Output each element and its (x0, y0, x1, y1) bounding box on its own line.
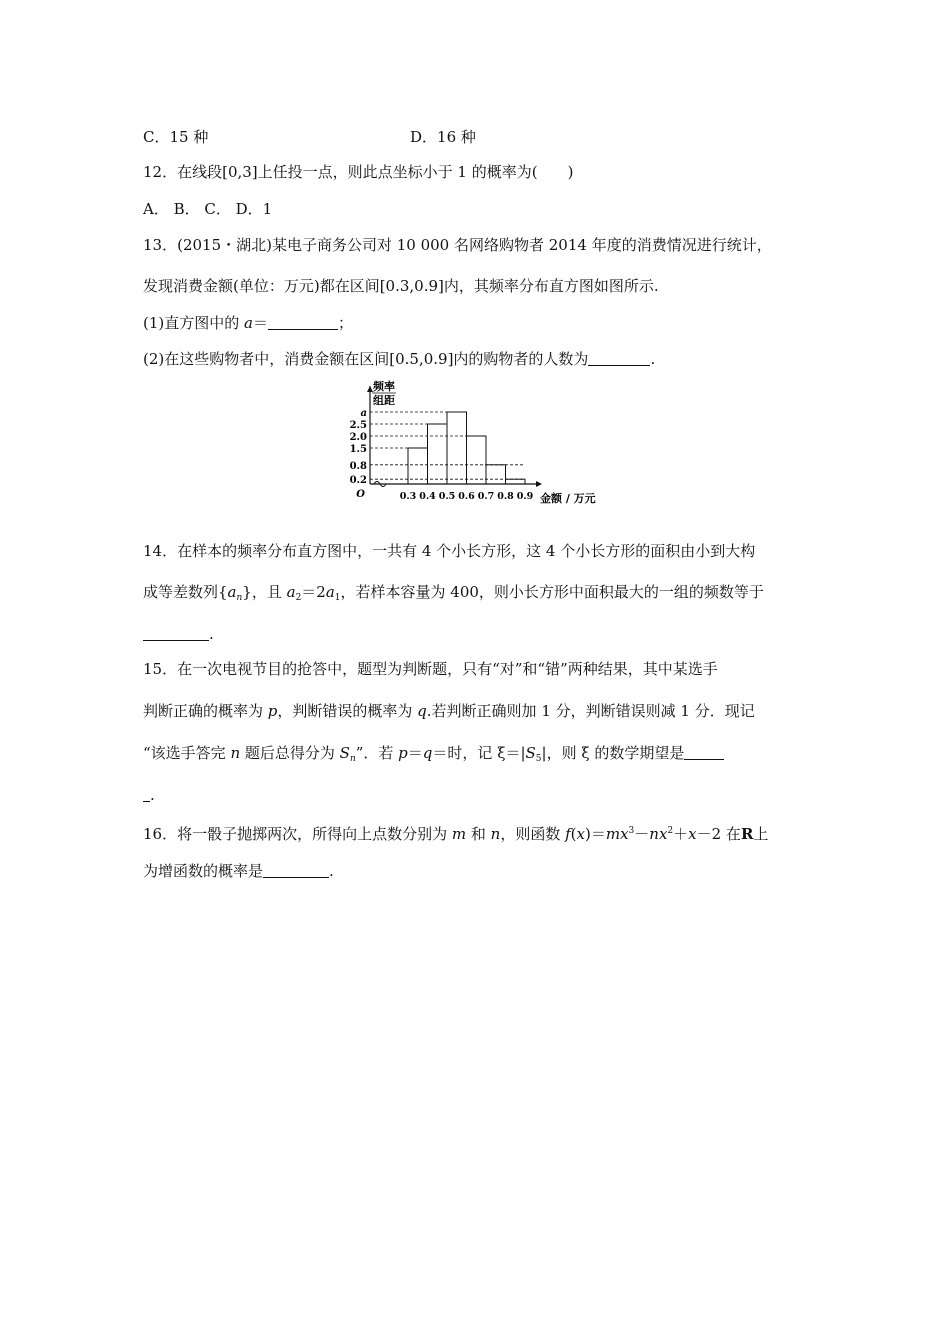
x-tick-label: 0.3 (399, 491, 417, 502)
q13-part1: (1)直方图中的 a＝ ； (143, 314, 354, 332)
y-tick-label: 2.5 (349, 420, 367, 431)
x-tick-label: 0.5 (438, 491, 456, 502)
histogram-bar (486, 465, 506, 484)
x-tick-label: 0.4 (419, 491, 436, 502)
x-tick-label: 0.6 (458, 491, 475, 502)
y-tick-label: a (360, 408, 367, 419)
answer-blank[interactable] (588, 351, 650, 366)
q15-line4: . (143, 785, 820, 805)
q12-stem: 12．在线段[0,3]上任投一点，则此点坐标小于 1 的概率为( ) (143, 163, 574, 181)
q15-line3: “该选手答完 n 题后总得分为 $S_n$”．若 p＝q＝时，记 $\xi=|S_5|$，则 ξ 的数学期望是 (143, 743, 820, 769)
x-tick-label: 0.7 (477, 491, 495, 502)
histogram-bar (408, 448, 428, 484)
y-label-top: 频率 (373, 380, 395, 393)
answer-blank[interactable] (684, 745, 724, 760)
y-tick-label: 0.8 (349, 460, 367, 472)
x-tick-label: 0.8 (497, 491, 514, 502)
q16-line2: 为增函数的概率是 . (143, 862, 334, 880)
q13-part2: (2)在这些购物者中，消费金额在区间[0.5,0.9]内的购物者的人数为 . (143, 350, 656, 368)
q12-options: A． B． C． D．1 (143, 200, 273, 218)
q11-options (143, 127, 820, 147)
q14-line2: 成等差数列$\{a_n\}$，且 $a_2=2a_1$，若样本容量为 400，则小长方形中面积最大的一组的频数等于 (143, 583, 764, 603)
y-tick-label: 0.2 (349, 475, 367, 487)
frequency-histogram (340, 378, 610, 506)
histogram-bar (467, 436, 487, 484)
x-axis-arrow (536, 481, 542, 487)
y-tick-label: 1.5 (349, 444, 367, 455)
y-tick-label: 2.0 (349, 432, 367, 443)
option-c: C．15 种 (143, 128, 209, 146)
x-axis-label: 金额 / 万元 (540, 492, 596, 505)
q15-line1: 15．在一次电视节目的抢答中，题型为判断题，只有“对”和“错”两种结果，其中某选手 (143, 660, 718, 678)
q16-line1: 16．将一骰子抛掷两次，所得向上点数分别为 m 和 n，则函数 $f(x)=mx^3-nx^2+x-2$ 在R上 (143, 825, 769, 843)
option-d: D．16 种 (410, 128, 476, 146)
q15-line2: 判断正确的概率为 p，判断错误的概率为 q.若判断正确则加 1 分，判断错误则减 1 分．现记 (143, 702, 755, 720)
answer-blank[interactable] (143, 787, 150, 802)
q13-line1: 13．(2015・湖北)某电子商务公司对 10 000 名网络购物者 2014 年度的消费情况进行统计， (143, 236, 772, 254)
answer-blank[interactable] (268, 315, 338, 330)
q14-line1: 14．在样本的频率分布直方图中，一共有 4 个小长方形，这 4 个小长方形的面积由小到大构 (143, 542, 756, 560)
histogram-bar (506, 479, 526, 484)
histogram-bar (428, 424, 448, 484)
answer-blank[interactable] (143, 626, 209, 641)
q14-line3: . (143, 624, 820, 644)
q13-line2: 发现消费金额(单位：万元)都在区间[0.3,0.9]内，其频率分布直方图如图所示. (143, 277, 659, 295)
x-tick-label: 0.9 (516, 491, 534, 502)
origin-label: O (356, 489, 365, 500)
histogram-bar (447, 412, 467, 484)
y-label-bottom: 组距 (373, 394, 395, 407)
answer-blank[interactable] (263, 863, 329, 878)
